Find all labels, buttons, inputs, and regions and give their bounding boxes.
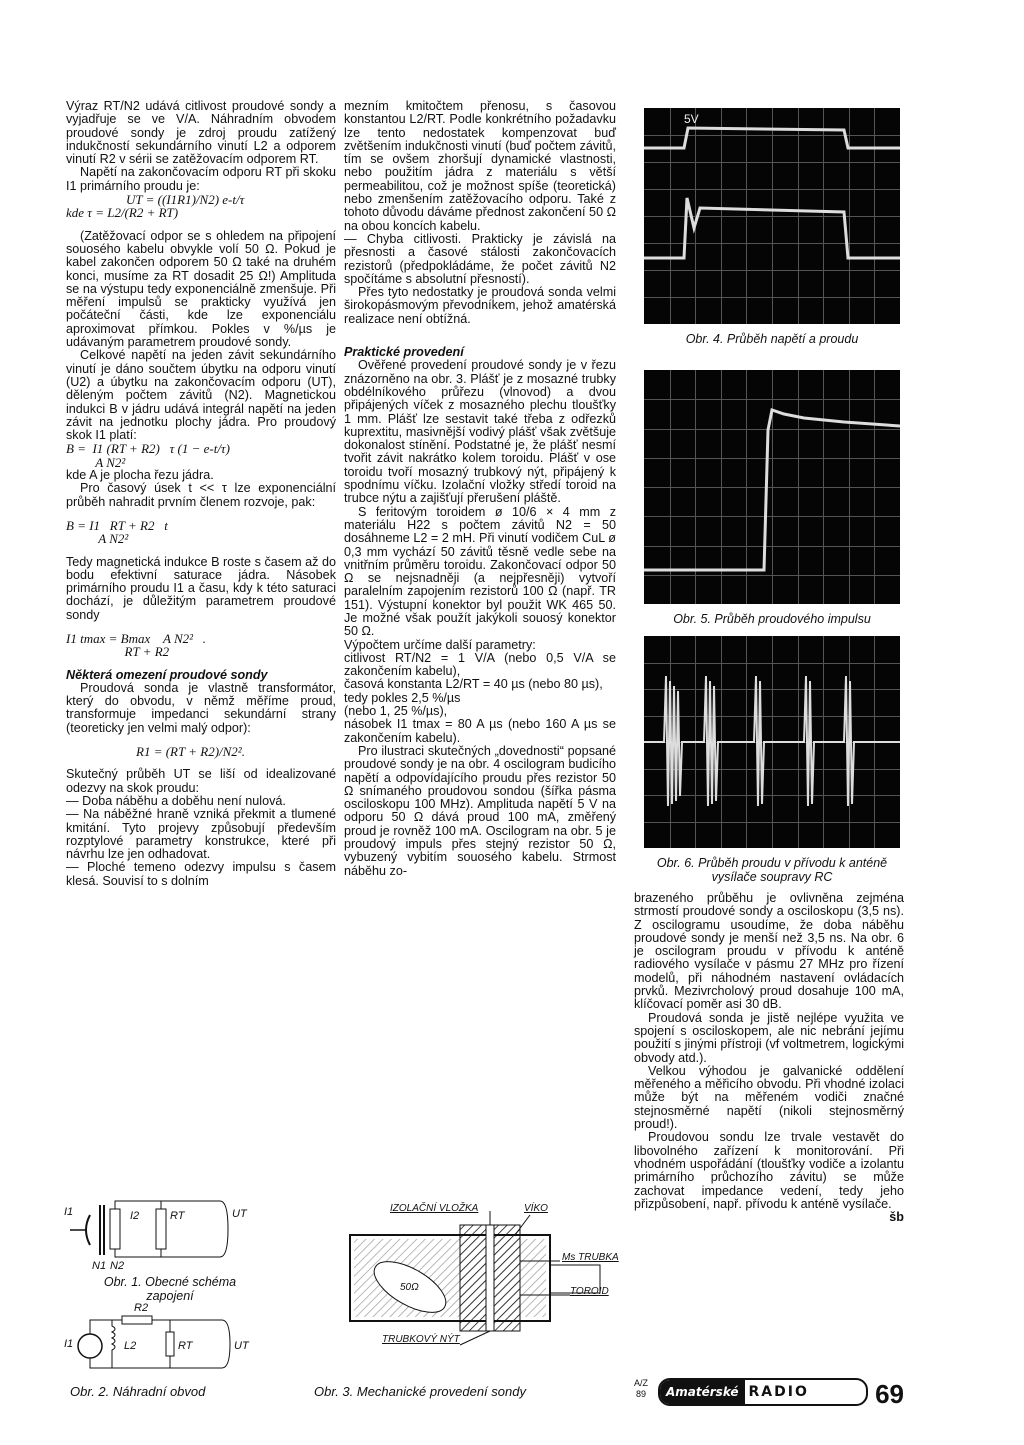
paragraph: brazeného průběhu je ovlivněna zejména strmostí proudové sondy a osciloskopu (3,5 ns). Z oscilogramu usoudíme, že doba náběhu proudové sondy je menší než 3,5 ns. Na obr. 6 je oscilogram proudu v přívodu k anténě radiového vysílače v pásmu 27 MHz pro řízení modelů, při náhodném nastavení ovládacích prvků. Mezivrcholový proud dosahuje 100 mA, klíčovací poměr asi 30 dB.: [634, 891, 904, 1012]
paragraph: (nebo 1, 25 %/µs),: [344, 704, 448, 719]
paragraph: citlivost RT/N2 = 1 V/A (nebo 0,5 V/A se zakončením kabelu),: [344, 650, 616, 679]
schematic-label: I2: [130, 1210, 140, 1222]
formula-b1: B = I1 (RT + R2) τ (1 − e-t/τ) A N2²: [66, 441, 230, 470]
schematic-obr2: [62, 1312, 262, 1372]
logo-radio: RADIO: [748, 1384, 809, 1400]
figure-caption-obr6: Obr. 6. Průběh proudu v přívodu k anténě vysílače soupravy RC: [656, 856, 888, 884]
list-item: — Ploché temeno odezvy impulsu s časem klesá. Souvisí to s dolním: [66, 860, 336, 888]
figure-caption-obr1: Obr. 1. Obecné schéma zapojení: [103, 1275, 237, 1303]
paragraph: (Zatěžovací odpor se s ohledem na připojení souosého kabelu obvykle volí 50 Ω. Pokud je kabel zakončen odporem 50 Ω také na druhém konci, musíme za RT dosadit 25 Ω!) Amplituda se na výstupu tedy exponenciálně zmenšuje. Při měření impulsů se prakticky využívá jen počáteční části, kde lze exponenciálu aproximovat přímkou. Pokles v %/µs je udávaným parametrem proudové sondy.: [66, 228, 336, 350]
paragraph: S feritovým toroidem ø 10/6 × 4 mm z materiálu H22 s počtem závitů N2 = 50 dosáhneme L2 = 2 mH. Při vinutí vodičem CuL ø 0,3 mm vychází 50 závitů těsně vedle sebe na vnitřním průměru toroidu. Zakončovací odpor 50 Ω se nejsnadněji (a nejpřesněji) vytvoří paralelním zapojením rezistorů 100 Ω (např. TR 151). Výstupní konektor byl použit WK 465 50. Je možné však použít jakýkoli souosý konektor 50 Ω.: [344, 504, 616, 639]
scope-label: 5V: [684, 112, 699, 126]
paragraph: Přes tyto nedostatky je proudová sonda velmi širokopásmovým převodníkem, jehož amatérská realizace není obtížná.: [344, 285, 616, 326]
schematic-label: RT: [178, 1340, 193, 1352]
schematic-label: UT: [232, 1208, 247, 1220]
drawing-label: TRUBKOVÝ NÝT: [382, 1334, 460, 1345]
schematic-label: L2: [124, 1340, 137, 1352]
section-heading: Praktické provedení: [344, 345, 464, 360]
oscillogram-obr6: [644, 636, 900, 848]
figure-caption-obr2: Obr. 2. Náhradní obvod: [70, 1384, 206, 1399]
paragraph: Velkou výhodou je galvanické oddělení měřeného a měřicího obvodu. Při vhodné izolaci může být na měřeném vodiči značné stejnosměrné napětí (nikoli stejnosměrný proud!).: [634, 1063, 904, 1132]
paragraph: Proudovou sondu lze trvale vestavět do libovolného zařízení k monitorování. Při vhodném uspořádání (tloušťky vodiče a izolantu primárního průchozího závitu) se může zachovat impedance vedení, tedy jeho přizpůsobení, např. přívodu k anténě vysílače.: [634, 1130, 904, 1211]
author-signature: šb: [889, 1210, 904, 1225]
list-item: — Na náběžné hraně vzniká překmit a tlumené kmitání. Tyto projevy způsobují především rozptylové parametry konstrukce, které při návrhu lze jen odhadovat.: [66, 807, 336, 862]
figure-caption-obr3: Obr. 3. Mechanické provedení sondy: [314, 1384, 526, 1399]
schematic-label: N2: [110, 1260, 125, 1272]
waveform: [644, 370, 900, 604]
schematic-label: UT: [234, 1340, 249, 1352]
list-item: — Chyba citlivosti. Prakticky je závislá na přesnosti a časové stálosti zakončovacích rezistorů (předpokládáme, že počet závitů N2 spočítáme s absolutní přesností).: [344, 231, 616, 286]
paragraph: mezním kmitočtem přenosu, s časovou konstantou L2/RT. Podle konkrétního požadavku lze tento nedostatek kompenzovat buď zvětšením indukčnosti vinutí (buď počtem závitů, tím se ovšem zhoršují dynamické vlastnosti, nebo použitím jádra z materiálu s větší permeabilitou, což je možnost spíše (teoretická) nebo zmenšením zatěžovacího odporu. Také z tohoto důvodu dáváme přednost zakončení 50 Ω na obou koncích kabelu.: [344, 99, 616, 233]
oscillogram-obr5: [644, 370, 900, 604]
section-heading: Některá omezení proudové sondy: [66, 667, 268, 682]
schematic-label: RT: [170, 1210, 185, 1222]
figure-caption-obr5: Obr. 5. Průběh proudového impulsu: [673, 612, 871, 626]
logo-amaterske: Amatérské: [660, 1380, 745, 1404]
paragraph: tedy pokles 2,5 %/µs: [344, 690, 461, 705]
schematic-label: N1: [92, 1260, 107, 1272]
waveform: [644, 636, 900, 848]
drawing-label: TOROID: [570, 1286, 609, 1297]
issue-bottom: 89: [636, 1389, 647, 1399]
paragraph: Výpočtem určíme další parametry:: [344, 637, 536, 652]
column-3: [634, 892, 904, 1224]
paragraph: Proudová sonda je vlastně transformátor, který do obvodu, v němž měříme proud, transformuje impedanci sekundární strany (teoreticky jen velmi malý odpor):: [66, 680, 336, 735]
paragraph: násobek I1 tmax = 80 A µs (nebo 160 A µs se zakončením kabelu).: [344, 717, 616, 745]
mechanical-drawing-obr3: [340, 1205, 630, 1355]
column-1: [66, 100, 336, 888]
formula-b2: B = I1 RT + R2 t A N2²: [66, 517, 168, 547]
drawing-label: Ms TRUBKA: [562, 1252, 619, 1263]
figure-caption-obr4: Obr. 4. Průběh napětí a proudu: [685, 332, 859, 346]
paragraph: Napětí na zakončovacím odporu RT při skoku I1 primárního proudu je:: [66, 165, 336, 193]
magazine-logo: [658, 1378, 868, 1406]
paragraph: Skutečný průběh UT se liší od idealizované odezvy na skok proudu:: [66, 767, 336, 795]
paragraph: Výraz RT/N2 udává citlivost proudové sondy a vyjadřuje se ve V/A. Náhradním obvodem proudové sondy je zdroj proudu zatížený indukčností sekundárního vinutí L2 a odporem vinutí R2 v sérii se zatěžovacím odporem RT.: [66, 99, 336, 167]
column-2: [344, 100, 616, 878]
schematic-label: R2: [134, 1302, 149, 1314]
issue-top: A/Z: [634, 1378, 649, 1388]
drawing-label: IZOLAČNÍ VLOŽKA: [390, 1203, 479, 1214]
formula-tmax: I1 tmax = Bmax A N2² . RT + R2: [66, 630, 207, 660]
paragraph: kde A je plocha řezu jádra.: [66, 468, 214, 483]
schematic-label: I1: [64, 1206, 74, 1218]
paragraph: Celkové napětí na jeden závit sekundárního vinutí je dáno součtem úbytku na odporu vinutí (U2) a úbytku na zakončovacím odporu (UT), děleným počtem závitů (N2). Magnetickou indukci B v jádru udává integrál napětí na jeden závit na jednotku plochy jádra. Pro proudový skok I1 platí:: [66, 348, 336, 443]
issue-number: [634, 1378, 648, 1400]
paragraph: Ověřené provedení proudové sondy je v řezu znázorněno na obr. 3. Plášť je z mosazné trubky obdélníkového průřezu (vlnovod) a dvou připájených víček z mosazného plechu tloušťky 1 mm. Plášť lze sestavit také třeba z odřezků kuprextitu, masivnější vodivý plášť však zvětšuje dokonalost stínění. Podstatné je, že plášť nesmí tvořit závit nakrátko kolem toroidu. Plášť v ose toroidu tvoří mosazný trubkový nýt, připájený k spodnímu víčku. Izolační vložky středí toroid na trubce nýtu a zajišťují přerušení pláště.: [344, 358, 616, 506]
list-item: — Doba náběhu a doběhu není nulová.: [66, 793, 286, 808]
paragraph: časová konstanta L2/RT = 40 µs (nebo 80 µs),: [344, 677, 603, 692]
drawing-label: VÍKO: [524, 1203, 548, 1214]
oscillogram-obr4: [644, 108, 900, 324]
formula-ut: UT = ((I1R1)/N2) e-t/τ: [126, 192, 245, 208]
schematic-label: I1: [64, 1338, 74, 1350]
formula-tau: kde τ = L2/(R2 + RT): [66, 205, 179, 221]
page-number: 69: [875, 1379, 904, 1409]
schematic-obr1: [60, 1195, 260, 1265]
waveform: [644, 108, 900, 324]
paragraph: Tedy magnetická indukce B roste s časem až do bodu efektivní saturace jádra. Násobek primárního proudu I1 a času, kdy k této saturaci dochází, je důležitým parametrem proudové sondy: [66, 554, 336, 622]
drawing-label: 50Ω: [400, 1282, 419, 1293]
paragraph: Proudová sonda je jistě nejlépe využita ve spojení s osciloskopem, ale nic nebrání jejímu použití s jinými přístroji (vf voltmetrem, logickými obvody atd.).: [634, 1010, 904, 1065]
paragraph: Pro ilustraci skutečných „dovednosti“ popsané proudové sondy je na obr. 4 oscilogram budicího napětí a odpovídajícího proudu přes rezistor 50 Ω snímaného proudovou sondou (šířka pásma osciloskopu 100 MHz). Amplituda napětí 5 V na odporu 50 Ω dává proud 100 mA, změřený proud je rovněž 100 mA. Oscilogram na obr. 5 je proudový impuls přes stejný rezistor 50 Ω, vybuzený vybitím souosého kabelu. Strmost náběhu zo-: [344, 743, 616, 878]
formula-r1: R1 = (RT + R2)/N2².: [136, 744, 245, 760]
paragraph: Pro časový úsek t << τ lze exponenciální průběh nahradit prvním členem rozvoje, pak:: [66, 481, 336, 509]
